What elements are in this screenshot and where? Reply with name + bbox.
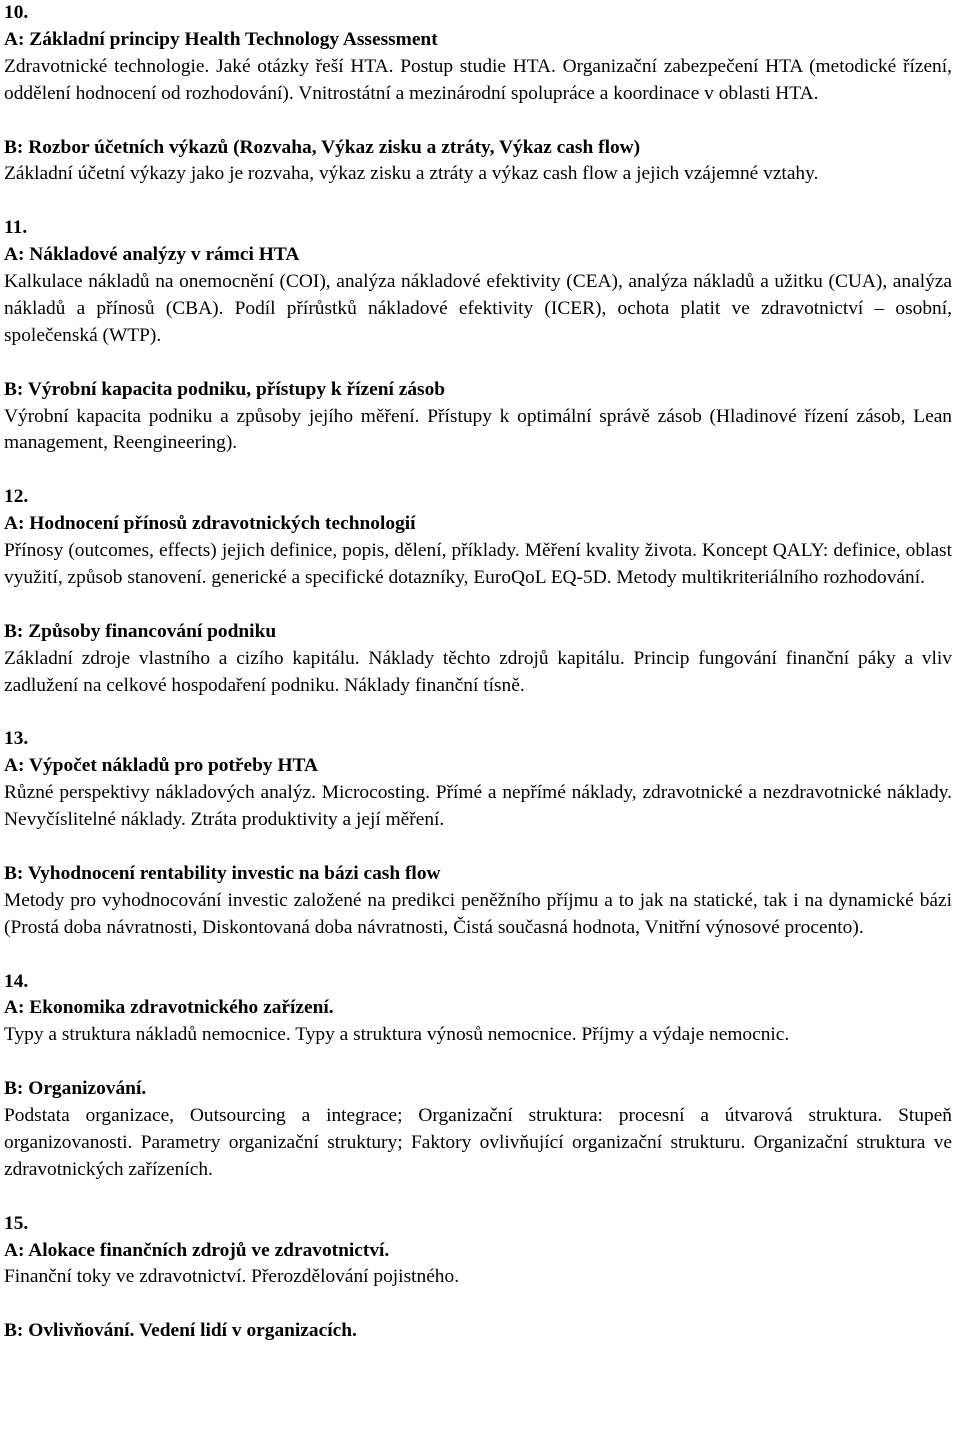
- section-number: 14.: [4, 970, 29, 992]
- section-number: 15.: [4, 1212, 29, 1234]
- section-11: [4, 215, 952, 457]
- topic-a-text: Typy a struktura nákladů nemocnice. Typy a struktura výnosů nemocnice. Příjmy a výdaje nemocnic.: [4, 1024, 790, 1046]
- section-15: [4, 1211, 952, 1346]
- topic-b-text: Výrobní kapacita podniku a způsoby jejího měření. Přístupy k optimální správě zásob (Hladinové řízení zásob, Lean management, Reengineering).: [4, 405, 952, 454]
- topic-b-heading: B: Způsoby financování podniku: [4, 620, 277, 642]
- topic-a-text: Finanční toky ve zdravotnictví. Přerozdělování pojistného.: [4, 1266, 460, 1288]
- topic-a-text: Různé perspektivy nákladových analýz. Microcosting. Přímé a nepřímé náklady, zdravotnické a nezdravotnické náklady. Nevyčíslitelné náklady. Ztráta produktivity a její měření.: [4, 782, 952, 831]
- topic-a-text: Zdravotnické technologie. Jaké otázky řeší HTA. Postup studie HTA. Organizační zabezpečení HTA (metodické řízení, oddělení hodnocení od rozhodování). Vnitrostátní a mezinárodní spolupráce a koordinace v oblasti HTA.: [4, 55, 952, 104]
- topic-b-text: Základní zdroje vlastního a cizího kapitálu. Náklady těchto zdrojů kapitálu. Princip fungování finanční páky a vliv zadlužení na celkové hospodaření podniku. Náklady finanční tísně.: [4, 647, 952, 696]
- section-number: 10.: [4, 2, 29, 23]
- topic-b-text: Metody pro vyhodnocování investic založené na predikci peněžního příjmu a to jak na statické, tak i na dynamické bázi (Prostá doba návratnosti, Diskontovaná doba návratnosti, Čistá současná hodnota, Vnitřní výnosové procento).: [4, 889, 952, 938]
- section-14: [4, 969, 952, 1184]
- topic-a-text: Kalkulace nákladů na onemocnění (COI), analýza nákladové efektivity (CEA), analýza nákladů a užitku (CUA), analýza nákladů a přínosů (CBA). Podíl přírůstků nákladové efektivity (ICER), ochota platit ve zdravotnictví – osobní, společenská (WTP).: [4, 271, 952, 346]
- topic-a-heading: A: Hodnocení přínosů zdravotnických technologií: [4, 513, 416, 535]
- topic-a-heading: A: Výpočet nákladů pro potřeby HTA: [4, 755, 319, 777]
- topic-a-heading: A: Alokace finančních zdrojů ve zdravotnictví.: [4, 1239, 390, 1261]
- topic-b-heading: B: Rozbor účetních výkazů (Rozvaha, Výkaz zisku a ztráty, Výkaz cash flow): [4, 136, 641, 158]
- section-number: 11.: [4, 217, 28, 239]
- topic-a-heading: A: Nákladové analýzy v rámci HTA: [4, 244, 300, 266]
- topic-b-text: Podstata organizace, Outsourcing a integrace; Organizační struktura: procesní a útvarová struktura. Stupeň organizovanosti. Parametry organizační struktury; Faktory ovlivňující organizační strukturu. Organizační struktura ve zdravotnických zařízeních.: [4, 1105, 952, 1180]
- topic-b-heading: B: Organizování.: [4, 1078, 147, 1100]
- section-12: [4, 484, 952, 699]
- topic-a-text: Přínosy (outcomes, effects) jejich definice, popis, dělení, příklady. Měření kvality života. Koncept QALY: definice, oblast využití, způsob stanovení. generické a specifické dotazníky, EuroQoL EQ-5D. Metody multikriteriálního rozhodování.: [4, 540, 952, 588]
- topic-a-heading: A: Ekonomika zdravotnického zařízení.: [4, 997, 334, 1019]
- topic-b-heading: B: Výrobní kapacita podniku, přístupy k řízení zásob: [4, 378, 446, 400]
- topic-b-heading: B: Ovlivňování. Vedení lidí v organizacích.: [4, 1320, 357, 1342]
- section-13: [4, 726, 952, 941]
- section-number: 13.: [4, 728, 29, 750]
- topic-a-heading: A: Základní principy Health Technology Assessment: [4, 28, 438, 50]
- section-10: [4, 0, 952, 188]
- topic-b-heading: B: Vyhodnocení rentability investic na bázi cash flow: [4, 862, 441, 884]
- topic-b-text: Základní účetní výkazy jako je rozvaha, výkaz zisku a ztráty a výkaz cash flow a jejich vzájemné vztahy.: [4, 163, 819, 185]
- section-number: 12.: [4, 486, 29, 508]
